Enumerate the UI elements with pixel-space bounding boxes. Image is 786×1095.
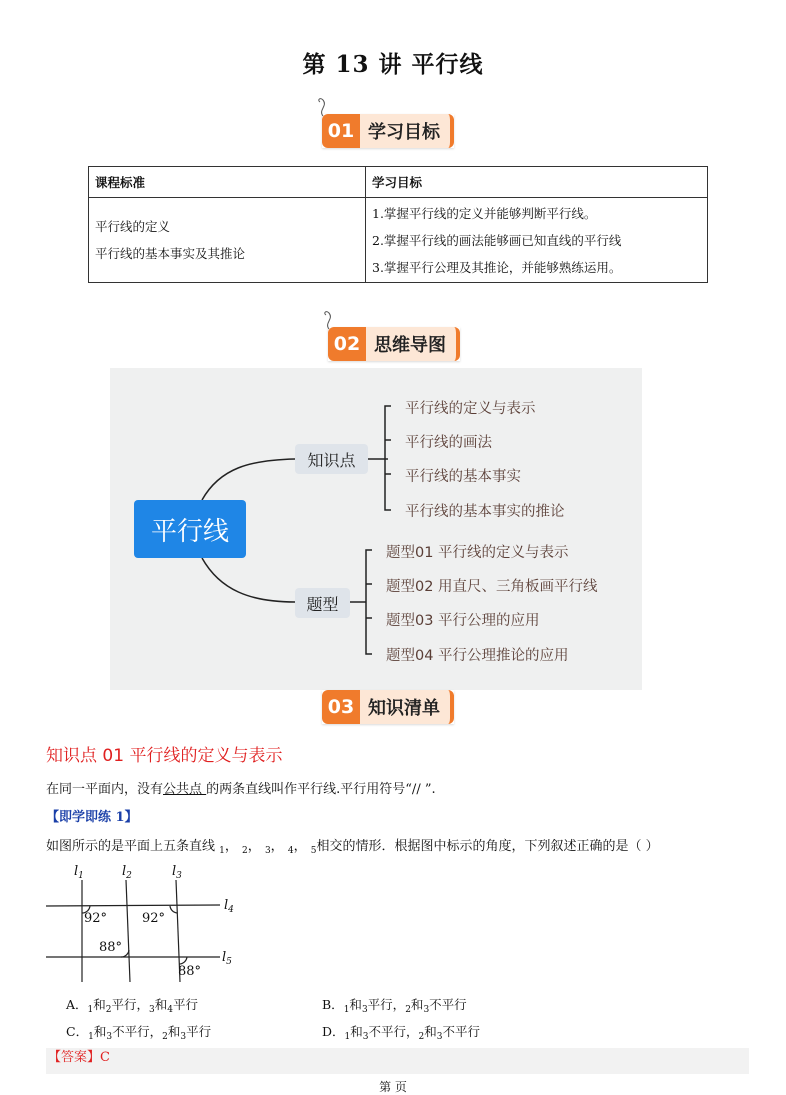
sub: 1 <box>88 1032 94 1042</box>
mind-map-leaf: 平行线的基本事实 <box>405 469 521 485</box>
text: 平行， <box>111 997 150 1012</box>
line-l2 <box>126 880 130 982</box>
mind-map-leaf: 平行线的定义与表示 <box>405 401 536 417</box>
text: 和 <box>410 997 424 1012</box>
mind-map-leaf: 平行线的画法 <box>405 435 492 451</box>
line-label-l2: $l_2$ <box>122 864 132 881</box>
goal-line: 3.掌握平行公理及其推论，并能够熟练运用。 <box>372 259 622 275</box>
question-text <box>46 835 659 856</box>
section-number: 01 <box>322 114 360 148</box>
option-letter: C． <box>66 1024 89 1039</box>
page-title: 第 13 讲 平行线 <box>302 51 484 78</box>
sub: 3 <box>423 1005 430 1015</box>
mind-map-leaf: 题型02 用直尺、三角板画平行线 <box>386 579 598 595</box>
line-label-l4: $l_4$ <box>224 898 234 915</box>
mind-map-leaf: 题型01 平行线的定义与表示 <box>386 545 569 561</box>
mind-map-leaf: 平行线的基本事实的推论 <box>405 504 565 520</box>
curl-icon <box>322 309 336 331</box>
option-a[interactable] <box>66 995 198 1015</box>
table-cell-goals <box>366 198 708 283</box>
sub: 3 <box>436 1032 443 1042</box>
angle-arc <box>170 906 177 913</box>
sub: 3 <box>180 1032 187 1042</box>
text: 和 <box>93 1024 107 1039</box>
sub: 2 <box>418 1032 425 1042</box>
line-label-l5: $l_5$ <box>222 950 232 967</box>
sub: 1 <box>343 1005 350 1015</box>
text: 不平行， <box>368 1024 419 1039</box>
sub: 2 <box>105 1005 112 1015</box>
line-subscript: 2 <box>242 846 248 856</box>
section-label: 知识清单 <box>360 690 454 724</box>
parallel-lines-figure <box>44 862 244 984</box>
option-b[interactable] <box>322 995 467 1015</box>
section-badge-02 <box>328 327 460 361</box>
text: 平行 <box>173 997 199 1012</box>
sub: 2 <box>405 1005 411 1015</box>
mind-map-leaf: 题型04 平行公理推论的应用 <box>386 648 569 664</box>
definition-paragraph <box>46 778 436 797</box>
knowledge-point-title: 知识点 01 平行线的定义与表示 <box>46 746 283 766</box>
standards-table <box>88 166 708 283</box>
mind-map-root: 平行线 <box>134 500 246 558</box>
text: 和 <box>349 997 362 1012</box>
sub: 1 <box>344 1032 351 1042</box>
text: 平行 <box>186 1024 212 1039</box>
mind-map <box>110 368 642 690</box>
standard-line: 平行线的基本事实及其推论 <box>95 246 246 261</box>
text: 和 <box>93 997 106 1012</box>
section-number: 03 <box>322 690 360 724</box>
goal-line: 2.掌握平行线的画法能够画已知直线的平行线 <box>372 232 622 248</box>
standard-line: 平行线的定义 <box>95 219 171 234</box>
answer-box: 【答案】C <box>46 1048 749 1074</box>
line-subscript: 3 <box>264 846 271 856</box>
option-d[interactable] <box>322 1022 480 1042</box>
option-c[interactable] <box>66 1022 211 1042</box>
angle-arc <box>179 957 187 964</box>
text: 和 <box>350 1024 363 1039</box>
line-subscript: 1 <box>219 846 225 856</box>
separator: ， <box>247 839 261 854</box>
section-badge-01 <box>322 114 454 148</box>
table-header-standard: 课程标准 <box>89 167 366 198</box>
angle-label: 92° <box>142 911 166 926</box>
mind-map-branch-question-types: 题型 <box>295 588 350 618</box>
text: 和 <box>424 1024 437 1039</box>
angle-arc <box>121 950 129 957</box>
table-header-goals: 学习目标 <box>366 167 708 198</box>
section-badge-03 <box>322 690 454 724</box>
section-label: 思维导图 <box>366 327 460 361</box>
sub: 1 <box>87 1005 94 1015</box>
sub: 2 <box>162 1032 168 1042</box>
section-label: 学习目标 <box>360 114 454 148</box>
text: 和 <box>154 997 168 1012</box>
text: 平行， <box>367 997 406 1012</box>
sub: 3 <box>106 1032 113 1042</box>
angle-label: 92° <box>84 911 108 926</box>
mind-map-branch-knowledge: 知识点 <box>295 444 368 474</box>
practice-heading: 【即学即练 1】 <box>46 810 138 825</box>
line-label-l3: $l_3$ <box>172 864 182 881</box>
separator: ， <box>270 839 284 854</box>
page-footer: 第 页 <box>379 1080 407 1094</box>
curl-icon <box>316 96 330 118</box>
line-subscript: 5 <box>310 846 317 856</box>
definition-text: 在同一平面内，没有 <box>46 782 164 797</box>
option-letter: A． <box>66 997 88 1012</box>
line-l4 <box>46 905 220 906</box>
goal-line: 1.掌握平行线的定义并能够判断平行线。 <box>372 205 597 221</box>
question-end: 相交的情形．根据图中标示的角度，下列叙述正确的是（ ） <box>316 839 659 854</box>
sub: 3 <box>362 1032 369 1042</box>
definition-text: 的两条直线叫作平行线.平行用符号“// ”. <box>206 782 436 797</box>
option-letter: B． <box>322 997 344 1012</box>
option-letter: D． <box>322 1024 345 1039</box>
sub: 3 <box>361 1005 368 1015</box>
separator: ， <box>293 839 307 854</box>
question-start: 如图所示的是平面上五条直线 <box>46 839 216 854</box>
definition-underlined-term: 公共点 <box>163 782 207 797</box>
text: 不平行 <box>429 997 467 1012</box>
text: 和 <box>167 1024 181 1039</box>
sub: 4 <box>167 1005 174 1015</box>
separator: ， <box>224 839 238 854</box>
line-label-l1: $l_1$ <box>74 864 84 881</box>
table-cell-standards <box>89 198 366 283</box>
line-subscript: 4 <box>287 846 294 856</box>
text: 不平行 <box>442 1024 481 1039</box>
angle-label: 88° <box>178 964 202 979</box>
section-number: 02 <box>328 327 366 361</box>
mind-map-leaf: 题型03 平行公理的应用 <box>386 613 540 629</box>
sub: 3 <box>149 1005 155 1015</box>
angle-label: 88° <box>99 940 123 955</box>
text: 不平行， <box>112 1024 163 1039</box>
